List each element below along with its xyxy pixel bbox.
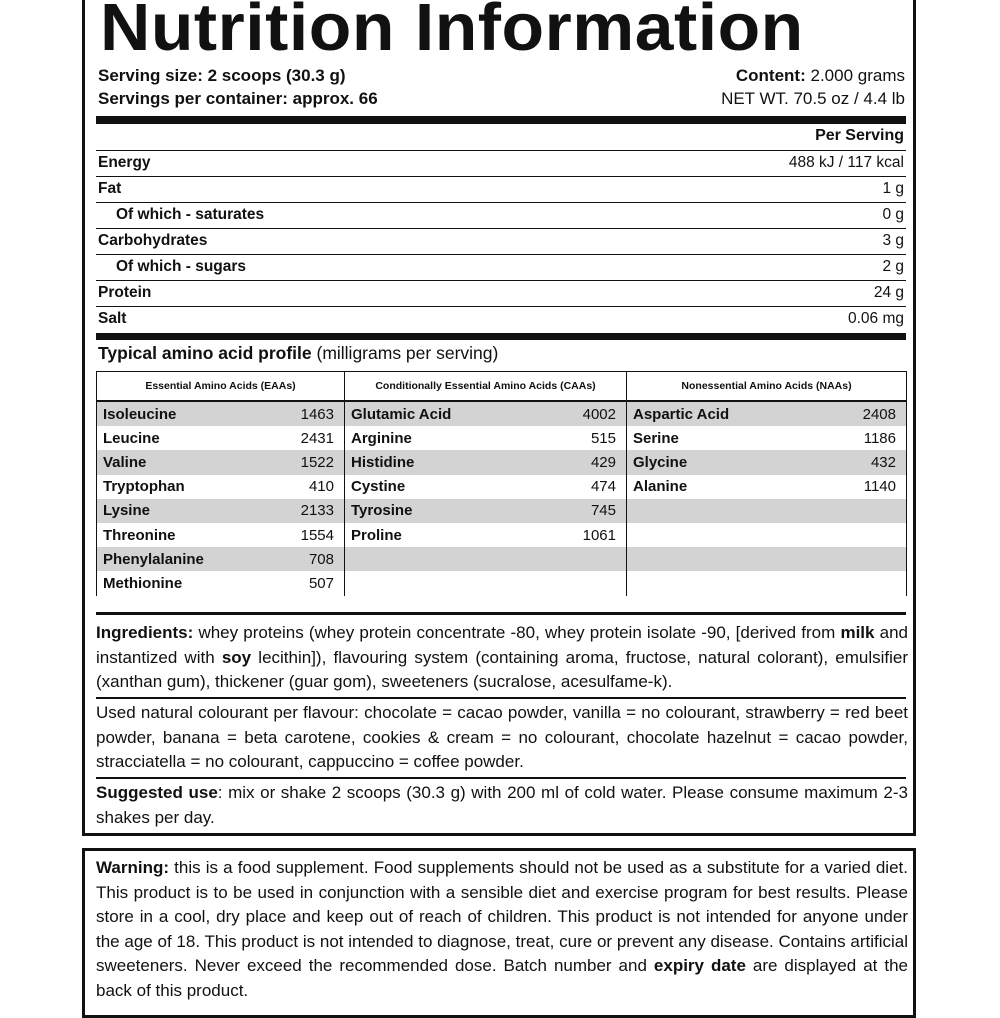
nutrition-row (96, 202, 906, 228)
amino-cell (97, 475, 345, 499)
warning (96, 856, 908, 1003)
amino-cell (627, 499, 907, 523)
amino-acid-table (96, 371, 907, 596)
amino-cell (627, 401, 907, 426)
ingredients (96, 621, 908, 695)
amino-acid-mg: 2133 (300, 502, 334, 520)
amino-acid-name: Tryptophan (103, 478, 185, 496)
serving-info (98, 64, 378, 110)
warning-text-2: are displayed at the back of this product. (96, 956, 908, 1000)
nutrient-value: 1 g (882, 180, 904, 197)
allergen-soy: soy (221, 647, 252, 667)
amino-acid-mg: 1554 (300, 526, 334, 544)
amino-row (97, 450, 907, 474)
amino-cell (97, 450, 345, 474)
nutrient-name: Protein (98, 284, 152, 301)
amino-cell (345, 523, 627, 547)
nutrient-value: 0.06 mg (847, 310, 904, 327)
amino-acid-mg: 432 (870, 453, 896, 471)
amino-acid-name: Lysine (103, 502, 150, 520)
amino-cell (627, 426, 907, 450)
amino-cell (627, 475, 907, 499)
amino-acid-name: Serine (633, 429, 679, 447)
amino-cell (345, 571, 627, 595)
content-label: Content: (735, 66, 806, 85)
amino-acid-name: Alanine (633, 478, 688, 496)
amino-cell (345, 426, 627, 450)
content-value: 2.000 grams (805, 66, 905, 85)
amino-cell (97, 523, 345, 547)
amino-acid-name: Isoleucine (103, 405, 177, 423)
amino-acid-mg: 708 (308, 550, 334, 568)
net-weight: NET WT. 70.5 oz / 4.4 lb (721, 89, 905, 108)
amino-cell (97, 499, 345, 523)
allergen-milk: milk (840, 623, 875, 642)
amino-title-bold: Typical amino acid profile (98, 343, 312, 363)
amino-acid-name: Valine (103, 453, 147, 471)
amino-acid-name: Aspartic Acid (633, 405, 730, 423)
amino-cell (627, 547, 907, 571)
amino-row (97, 499, 907, 523)
per-serving-header: Per Serving (815, 127, 904, 144)
amino-bottom-divider (96, 612, 906, 615)
amino-acid-name: Leucine (103, 429, 160, 447)
amino-cell (97, 426, 345, 450)
nutrient-value: 488 kJ / 117 kcal (788, 154, 904, 171)
amino-row (97, 426, 907, 450)
amino-cell (345, 547, 627, 571)
warning-text: this is a food supplement. Food supplements should not be used as a substitute for a varied diet. This product is to be used in conjunction with a sensible diet and exercise program for best results. Please store in a cool, dry place and keep out of reach of children. This product is not intended for anyone under the age of 18. This product is not intended to diagnose, treat, cure or prevent any disease. Contains artificial sweeteners. Never exceed the recommended dose. Batch number and (96, 858, 908, 975)
colourant-info: Used natural colourant per flavour: chocolate = cacao powder, vanilla = no colourant, strawberry = red beet powder, banana = beta carotene, cookies & cream = no colourant, chocolate hazelnut = cacao powder, stracciatella = no colourant, cappuccino = coffee powder. (96, 703, 908, 771)
nutrient-name: Salt (98, 310, 127, 327)
amino-acid-name: Tyrosine (351, 502, 413, 520)
nutrient-value: 0 g (882, 206, 904, 223)
amino-cell (345, 401, 627, 426)
header-divider (96, 116, 906, 124)
content-info (721, 64, 905, 110)
nutrient-name: Carbohydrates (98, 232, 208, 249)
amino-acid-name: Threonine (103, 526, 176, 544)
amino-acid-mg: 1463 (300, 405, 334, 423)
amino-acid-mg: 1186 (863, 429, 896, 447)
amino-acid-mg: 2408 (862, 405, 896, 423)
nutrient-value: 3 g (882, 232, 904, 249)
content-weight (721, 64, 905, 87)
amino-row (97, 523, 907, 547)
amino-row (97, 571, 907, 595)
suggested-use-label: Suggested use (96, 783, 218, 802)
amino-cell (97, 401, 345, 426)
amino-row (97, 401, 907, 426)
nutrition-row (96, 280, 906, 306)
amino-acid-name: Glutamic Acid (351, 405, 452, 423)
ingredients-text-2: and instantized with (96, 623, 908, 667)
amino-acid-mg: 745 (590, 502, 616, 520)
amino-row (97, 547, 907, 571)
naa-header: Nonessential Amino Acids (NAAs) (627, 372, 907, 402)
nutrition-divider (96, 333, 906, 340)
amino-acid-mg: 1522 (300, 453, 334, 471)
nutrient-name: Of which - sugars (116, 258, 247, 275)
nutrition-row (96, 254, 906, 280)
nutrient-name: Of which - saturates (116, 206, 265, 223)
ingredients-text-3: lecithin]), flavouring system (containing aroma, fructose, natural colorant), emulsifier (xanthan gum), thickener (guar gom), sweeteners (sucralose, acesulfame-k). (96, 647, 908, 691)
nutrient-name: Energy (98, 154, 151, 171)
amino-acid-name: Histidine (351, 453, 415, 471)
amino-acid-mg: 2431 (300, 429, 334, 447)
serving-size: Serving size: 2 scoops (30.3 g) (98, 66, 346, 85)
amino-acid-name: Proline (351, 526, 402, 544)
amino-acid-mg: 1061 (582, 526, 616, 544)
amino-acid-name: Glycine (633, 453, 688, 471)
amino-cell (627, 571, 907, 595)
nutrition-row (96, 176, 906, 202)
amino-acid-mg: 474 (590, 478, 616, 496)
amino-cell (627, 523, 907, 547)
warning-label: Warning: (96, 858, 170, 877)
amino-cell (97, 571, 345, 595)
nutrition-row (96, 150, 906, 176)
amino-title-unit: (milligrams per serving) (311, 343, 499, 363)
amino-acid-name: Methionine (103, 574, 183, 592)
colourant-divider (96, 777, 906, 779)
amino-acid-mg: 410 (308, 478, 334, 496)
nutrition-row (96, 306, 906, 332)
amino-acid-mg: 515 (590, 429, 616, 447)
amino-acid-mg: 1140 (863, 478, 896, 496)
page-title: Nutrition Information (100, 0, 804, 65)
amino-acid-mg: 4002 (582, 405, 616, 423)
ingredients-divider (96, 697, 906, 699)
ingredients-text-1: whey proteins (whey protein concentrate -80, whey protein isolate -90, [derived from (193, 623, 841, 642)
ingredients-label: Ingredients: (96, 623, 194, 642)
amino-acid-name: Arginine (351, 429, 412, 447)
amino-cell (345, 450, 627, 474)
nutrient-value: 2 g (882, 258, 904, 275)
amino-acid-name: Phenylalanine (103, 550, 204, 568)
amino-profile-title (98, 343, 498, 364)
nutrient-value: 24 g (873, 284, 904, 301)
amino-cell (345, 475, 627, 499)
suggested-use (96, 781, 908, 830)
nutrient-name: Fat (98, 180, 122, 197)
amino-cell (345, 499, 627, 523)
warning-expiry: expiry date (653, 956, 746, 975)
amino-acid-mg: 429 (590, 453, 616, 471)
servings-per-container: Servings per container: approx. 66 (98, 89, 378, 108)
nutrition-row (96, 228, 906, 254)
amino-cell (627, 450, 907, 474)
caa-header: Conditionally Essential Amino Acids (CAAs) (345, 372, 627, 402)
amino-cell (97, 547, 345, 571)
eaa-header: Essential Amino Acids (EAAs) (97, 372, 345, 402)
amino-acid-mg: 507 (308, 574, 334, 592)
amino-acid-name: Cystine (351, 478, 406, 496)
amino-row (97, 475, 907, 499)
suggested-use-text: : mix or shake 2 scoops (30.3 g) with 200 ml of cold water. Please consume maximum 2-3 shakes per day. (96, 783, 908, 827)
